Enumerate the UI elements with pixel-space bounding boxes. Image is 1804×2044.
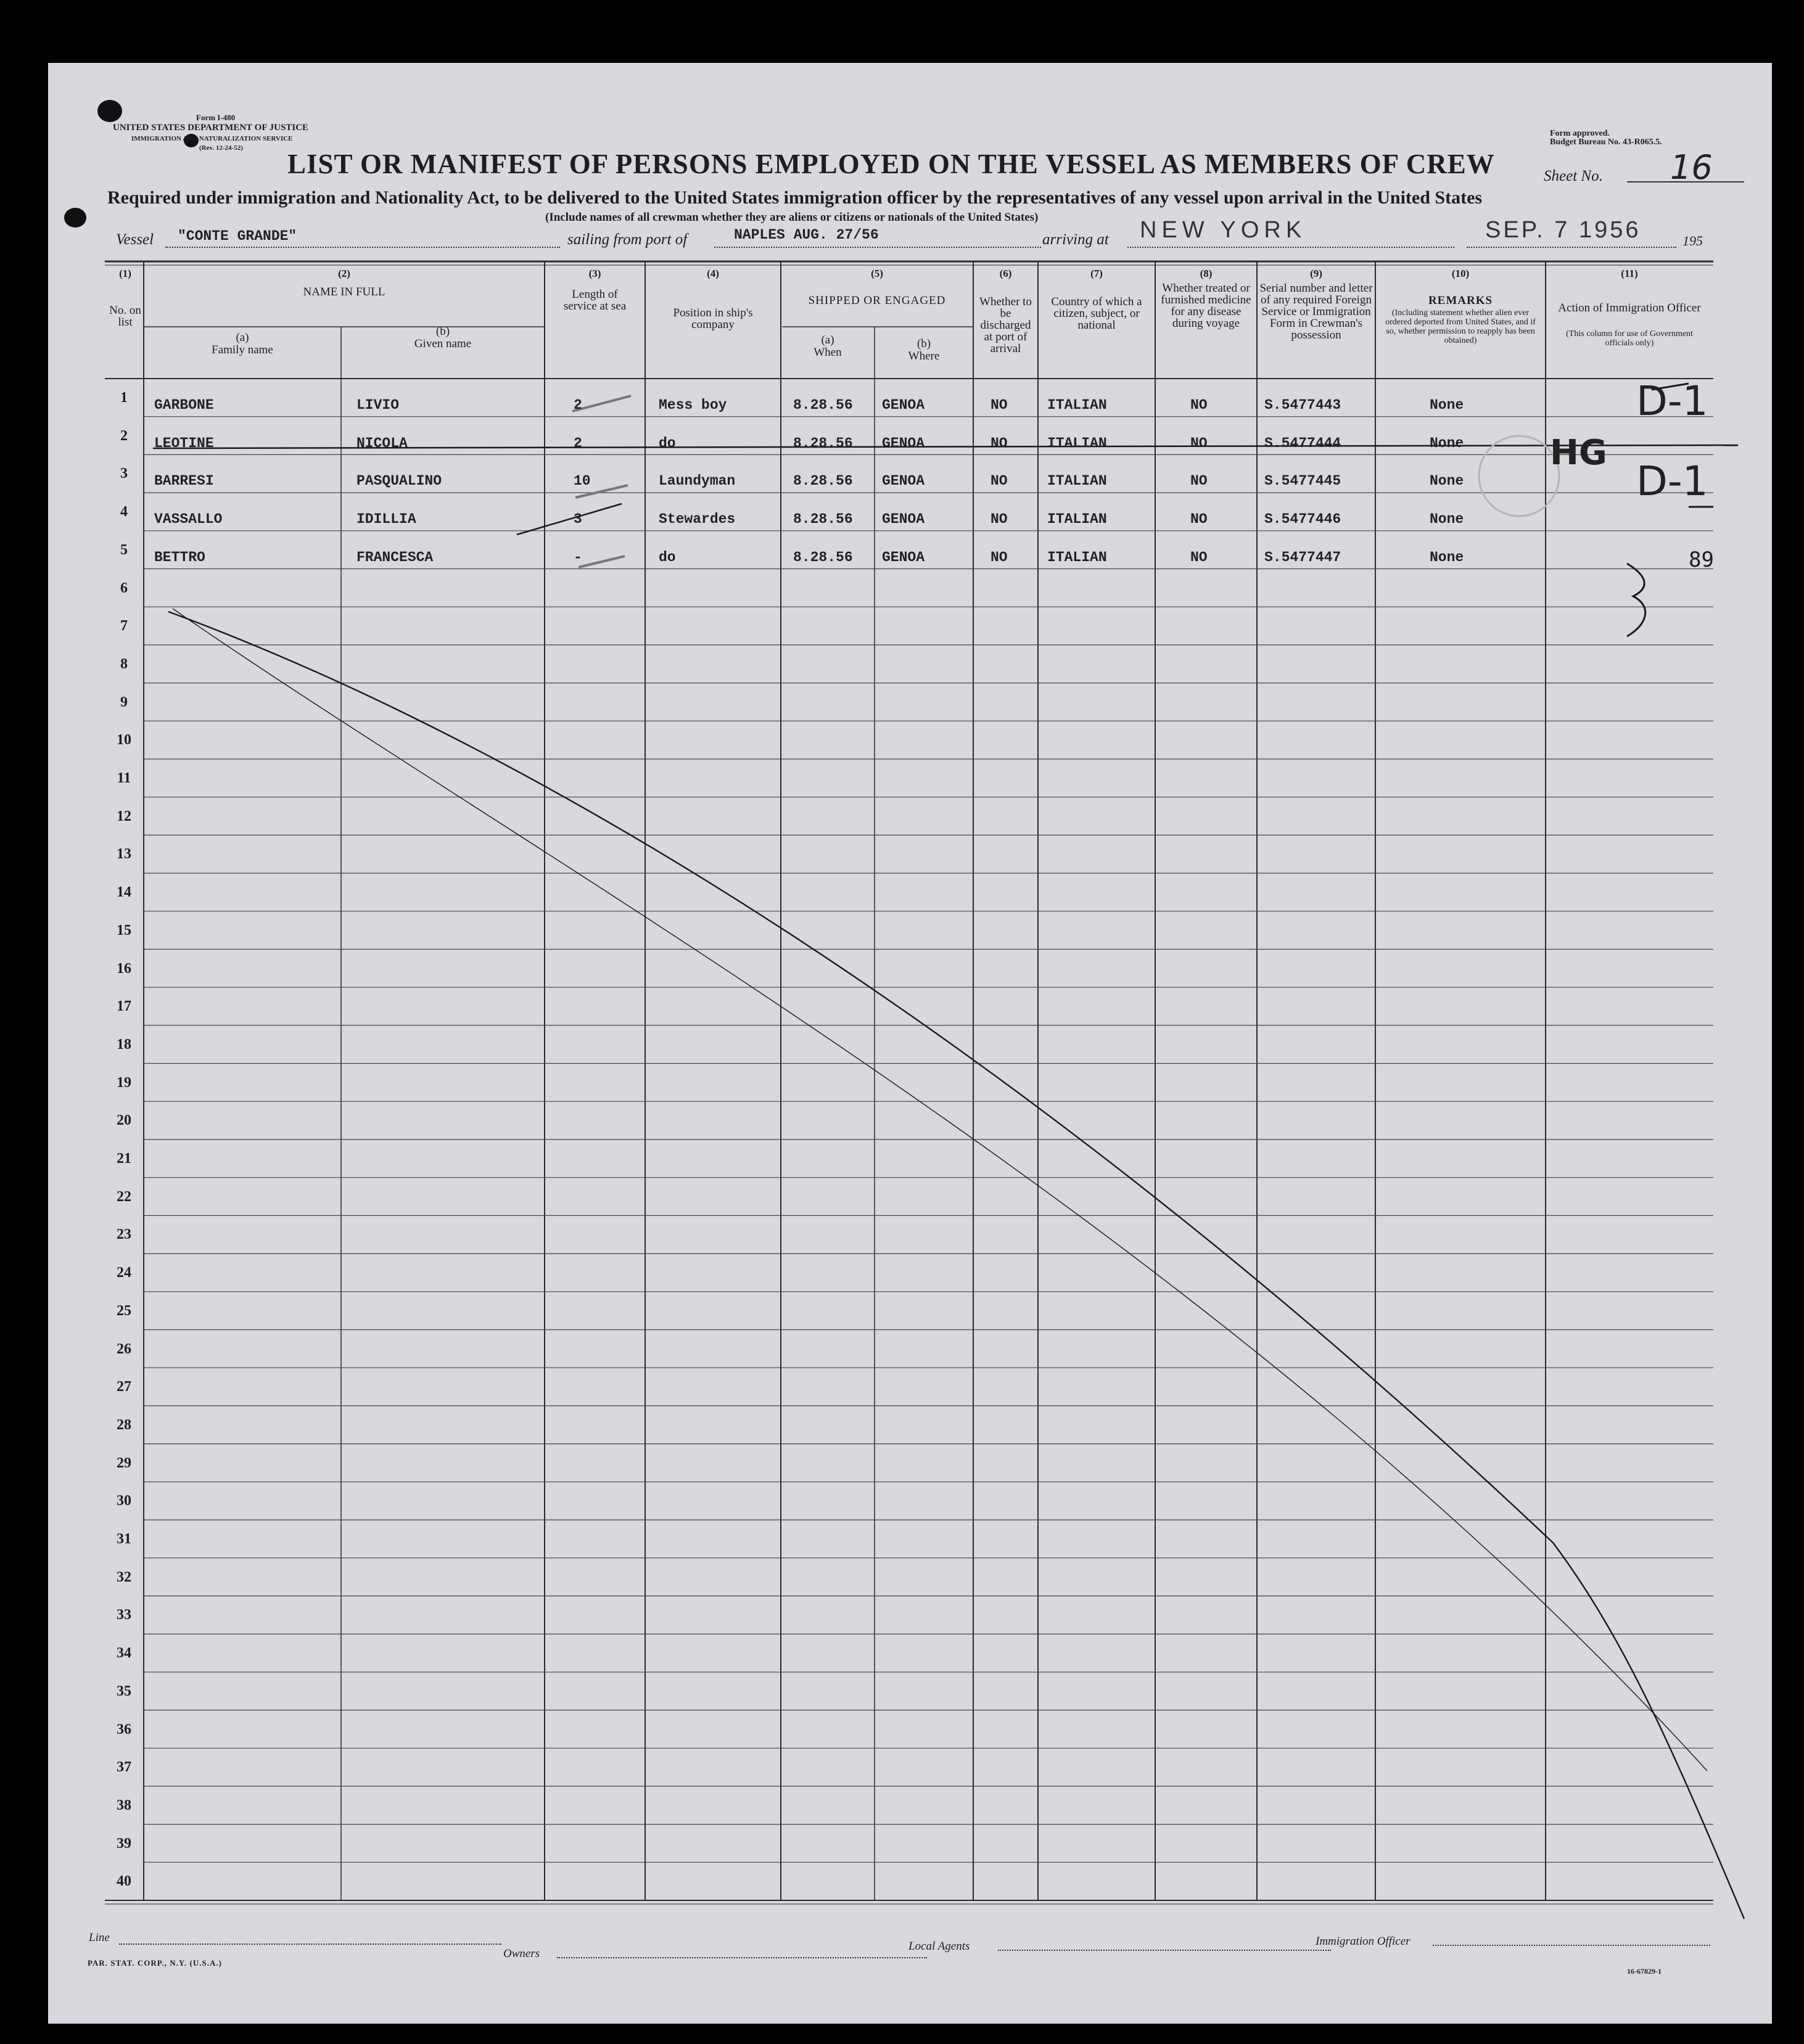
sailing-label: sailing from port of [567, 231, 688, 248]
form-number: Form I-480 [196, 113, 236, 122]
col6-number: (6) [999, 268, 1012, 279]
row-number: 34 [117, 1645, 131, 1662]
row-number: 11 [117, 770, 131, 786]
col3-label: Length of service at sea [563, 288, 627, 313]
cell-remarks: None [1430, 473, 1464, 490]
footer-owners-underline [557, 1957, 927, 1958]
cell-given: FRANCESCA [356, 549, 434, 565]
cell-medicine: NO [1190, 397, 1208, 413]
col8-number: (8) [1200, 268, 1213, 279]
service-line: IMMIGRATION AND NATURALIZATION SERVICE [131, 135, 293, 142]
row-number: 12 [117, 808, 131, 824]
row-number: 3 [120, 466, 128, 482]
department-line: UNITED STATES DEPARTMENT OF JUSTICE [113, 123, 309, 133]
col5b-number: (b) [916, 337, 931, 350]
cell-position: do [659, 549, 676, 565]
footer-agents-underline [998, 1950, 1331, 1951]
row-number: 4 [120, 504, 128, 520]
col1-label: No. on list [109, 304, 141, 329]
row-number: 40 [117, 1873, 131, 1890]
footer-line-underline [119, 1943, 501, 1945]
cell-where: GENOA [882, 473, 925, 490]
row-number: 29 [117, 1455, 131, 1471]
cell-serial: S.5477446 [1264, 511, 1341, 528]
form-code: 16-67829-1 [1627, 1967, 1662, 1976]
cell-discharge: NO [991, 511, 1008, 528]
footer-agents-label: Local Agents [908, 1940, 970, 1953]
cell-discharge: NO [991, 473, 1008, 490]
cell-medicine: NO [1190, 435, 1208, 451]
col6-label: Whether to be discharged at port of arrival [979, 295, 1032, 355]
sailing-port: NAPLES AUG. 27/56 [734, 227, 879, 243]
form-approved: Form approved. [1550, 129, 1610, 138]
row-number: 5 [120, 541, 128, 558]
cell-family: GARBONE [154, 397, 214, 413]
cell-discharge: NO [991, 549, 1008, 565]
cell-length: 2 [574, 435, 582, 451]
cancel-line-2 [173, 609, 1707, 1771]
col2-number: (2) [338, 268, 350, 279]
row-number: 27 [117, 1379, 131, 1395]
col4-label: Position in ship's company [673, 306, 753, 331]
cell-position: Mess boy [659, 397, 727, 413]
arriving-label: arriving at [1042, 231, 1109, 248]
row-number: 21 [117, 1151, 131, 1167]
cell-when: 8.28.56 [793, 397, 853, 413]
arrival-date: SEP. 7 1956 [1485, 217, 1641, 243]
action-row1: D-1 [1636, 377, 1708, 425]
row-number: 17 [117, 998, 131, 1015]
cell-country: ITALIAN [1047, 549, 1107, 565]
vessel-name: "CONTE GRANDE" [178, 228, 297, 244]
revision-date: (Rev. 12-24-52) [199, 144, 243, 152]
cell-where: GENOA [882, 549, 925, 565]
row-number: 33 [117, 1607, 131, 1623]
cell-country: ITALIAN [1047, 435, 1107, 451]
cell-serial: S.5477444 [1264, 435, 1341, 451]
row-number: 39 [117, 1835, 131, 1852]
col1-number: (1) [119, 268, 131, 279]
cell-remarks: None [1430, 511, 1464, 528]
count-annotation: 89 [1689, 548, 1714, 572]
col4-number: (4) [707, 268, 719, 279]
brace-mark [1627, 564, 1645, 636]
row-number: 19 [117, 1074, 131, 1091]
col10-label: REMARKS [1428, 294, 1493, 307]
cell-length: - [574, 549, 582, 565]
cell-where: GENOA [882, 397, 925, 413]
row-number: 8 [120, 655, 128, 672]
cancel-line-1 [168, 612, 1744, 1919]
cell-country: ITALIAN [1047, 397, 1107, 413]
row-number: 31 [117, 1531, 131, 1547]
cell-where: GENOA [882, 435, 925, 451]
cell-where: GENOA [882, 511, 925, 528]
row-number: 6 [120, 580, 128, 596]
cell-when: 8.28.56 [793, 435, 853, 451]
row-number: 22 [117, 1188, 131, 1205]
slash-row-4 [517, 504, 622, 535]
col11-label: Action of Immigration Officer [1558, 302, 1701, 314]
col5a-label: When [813, 346, 842, 359]
cell-medicine: NO [1190, 511, 1208, 528]
row-number: 2 [120, 427, 128, 444]
printer-imprint: PAR. STAT. CORP., N.Y. (U.S.A.) [88, 1958, 222, 1968]
col2a-number: (a) [236, 331, 249, 344]
row-number: 28 [117, 1416, 131, 1433]
col5-label: SHIPPED OR ENGAGED [808, 294, 946, 307]
col2a-label: Family name [212, 343, 273, 356]
col8-label: Whether treated or furnished medicine for any disease during voyage [1161, 282, 1251, 330]
row-number: 16 [117, 960, 131, 977]
row-number: 10 [117, 732, 131, 749]
row-number: 14 [117, 884, 131, 901]
row-number: 24 [117, 1265, 131, 1281]
row-number: 25 [117, 1302, 131, 1319]
row-number: 32 [117, 1569, 131, 1585]
cell-length: 2 [574, 397, 582, 413]
cell-family: LEOTINE [154, 435, 214, 451]
pencil-mark-length-5 [579, 556, 625, 567]
include-note: (Include names of all crewman whether they are aliens or citizens or nationals of the United States) [545, 211, 1039, 224]
col11-number: (11) [1621, 268, 1638, 279]
cell-given: IDILLIA [356, 511, 416, 528]
col5-number: (5) [871, 268, 883, 279]
cell-country: ITALIAN [1047, 511, 1107, 528]
col9-number: (9) [1310, 268, 1322, 279]
page-title: LIST OR MANIFEST OF PERSONS EMPLOYED ON THE VESSEL AS MEMBERS OF CREW [287, 149, 1495, 179]
col2-label: NAME IN FULL [303, 285, 385, 298]
cell-remarks: None [1430, 549, 1464, 565]
col2b-label: Given name [414, 337, 472, 350]
row-number: 37 [117, 1759, 131, 1776]
row-number: 26 [117, 1340, 131, 1357]
row-number: 15 [117, 922, 131, 938]
action-row3: D-1 [1636, 458, 1708, 505]
footer-owners-label: Owners [503, 1947, 540, 1960]
cell-serial: S.5477445 [1264, 473, 1341, 490]
cell-given: NICOLA [356, 435, 408, 451]
col10-number: (10) [1451, 268, 1470, 279]
row-number: 18 [117, 1036, 131, 1053]
row-number: 35 [117, 1683, 131, 1699]
cell-position: do [659, 435, 676, 451]
cell-country: ITALIAN [1047, 473, 1107, 490]
cell-medicine: NO [1190, 549, 1208, 565]
cell-remarks: None [1430, 397, 1464, 413]
cell-length: 3 [574, 511, 582, 528]
arriving-port: NEW YORK [1140, 217, 1307, 243]
manifest-sheet [48, 63, 1772, 2024]
col3-number: (3) [588, 268, 601, 279]
row2-handmark: HG [1550, 433, 1607, 473]
col11-note: (This column for use of Government officials only) [1566, 329, 1693, 348]
faint-stamp [1479, 436, 1559, 516]
cell-given: LIVIO [356, 397, 400, 413]
row-number: 23 [117, 1226, 131, 1243]
cell-when: 8.28.56 [793, 549, 853, 565]
col5b-label: Where [908, 350, 940, 363]
row-number: 9 [120, 694, 128, 710]
row-number: 13 [117, 846, 131, 863]
cell-when: 8.28.56 [793, 511, 853, 528]
cell-remarks: None [1430, 435, 1464, 451]
col2b-number: (b) [435, 325, 450, 338]
col10-note: (Including statement whether alien ever ordered deported from United States, and if so, whether permission to reapply has been obtained) [1385, 308, 1536, 345]
budget-bureau: Budget Bureau No. 43-R065.5. [1550, 137, 1662, 147]
footer-officer-label: Immigration Officer [1316, 1935, 1411, 1948]
cell-medicine: NO [1190, 473, 1208, 490]
requirement-text: Required under immigration and Nationality Act, to be delivered to the United States immigration officer by the representatives of any vessel upon arrival in the United States [107, 187, 1483, 208]
cell-discharge: NO [991, 435, 1008, 451]
row-number: 36 [117, 1721, 131, 1738]
sheet-label: Sheet No. [1544, 168, 1603, 184]
year-label: 195 [1682, 233, 1703, 248]
col7-label: Country of which a citizen, subject, or national [1051, 295, 1142, 332]
cell-when: 8.28.56 [793, 473, 853, 490]
cell-length: 10 [574, 473, 591, 490]
row-number: 1 [120, 390, 128, 406]
row-number: 38 [117, 1797, 131, 1813]
footer-officer-underline [1433, 1945, 1710, 1946]
cell-position: Laundyman [659, 473, 736, 490]
row-number: 20 [117, 1112, 131, 1129]
cell-serial: S.5477443 [1264, 397, 1341, 413]
sheet-number: 16 [1670, 148, 1713, 187]
footer-line-label: Line [89, 1931, 110, 1944]
cell-given: PASQUALINO [356, 473, 442, 490]
col5a-number: (a) [821, 334, 834, 347]
vessel-label: Vessel [116, 231, 154, 248]
col7-number: (7) [1090, 268, 1103, 279]
cell-family: BARRESI [154, 473, 214, 490]
row-number: 7 [120, 618, 128, 634]
cell-family: VASSALLO [154, 511, 223, 528]
row-number: 30 [117, 1493, 131, 1509]
cell-serial: S.5477447 [1264, 549, 1341, 565]
col9-label: Serial number and letter of any required Foreign Service or Immigration Form in Crewman's possession [1259, 282, 1373, 342]
cell-family: BETTRO [154, 549, 205, 565]
cell-position: Stewardes [659, 511, 736, 528]
cell-discharge: NO [991, 397, 1008, 413]
